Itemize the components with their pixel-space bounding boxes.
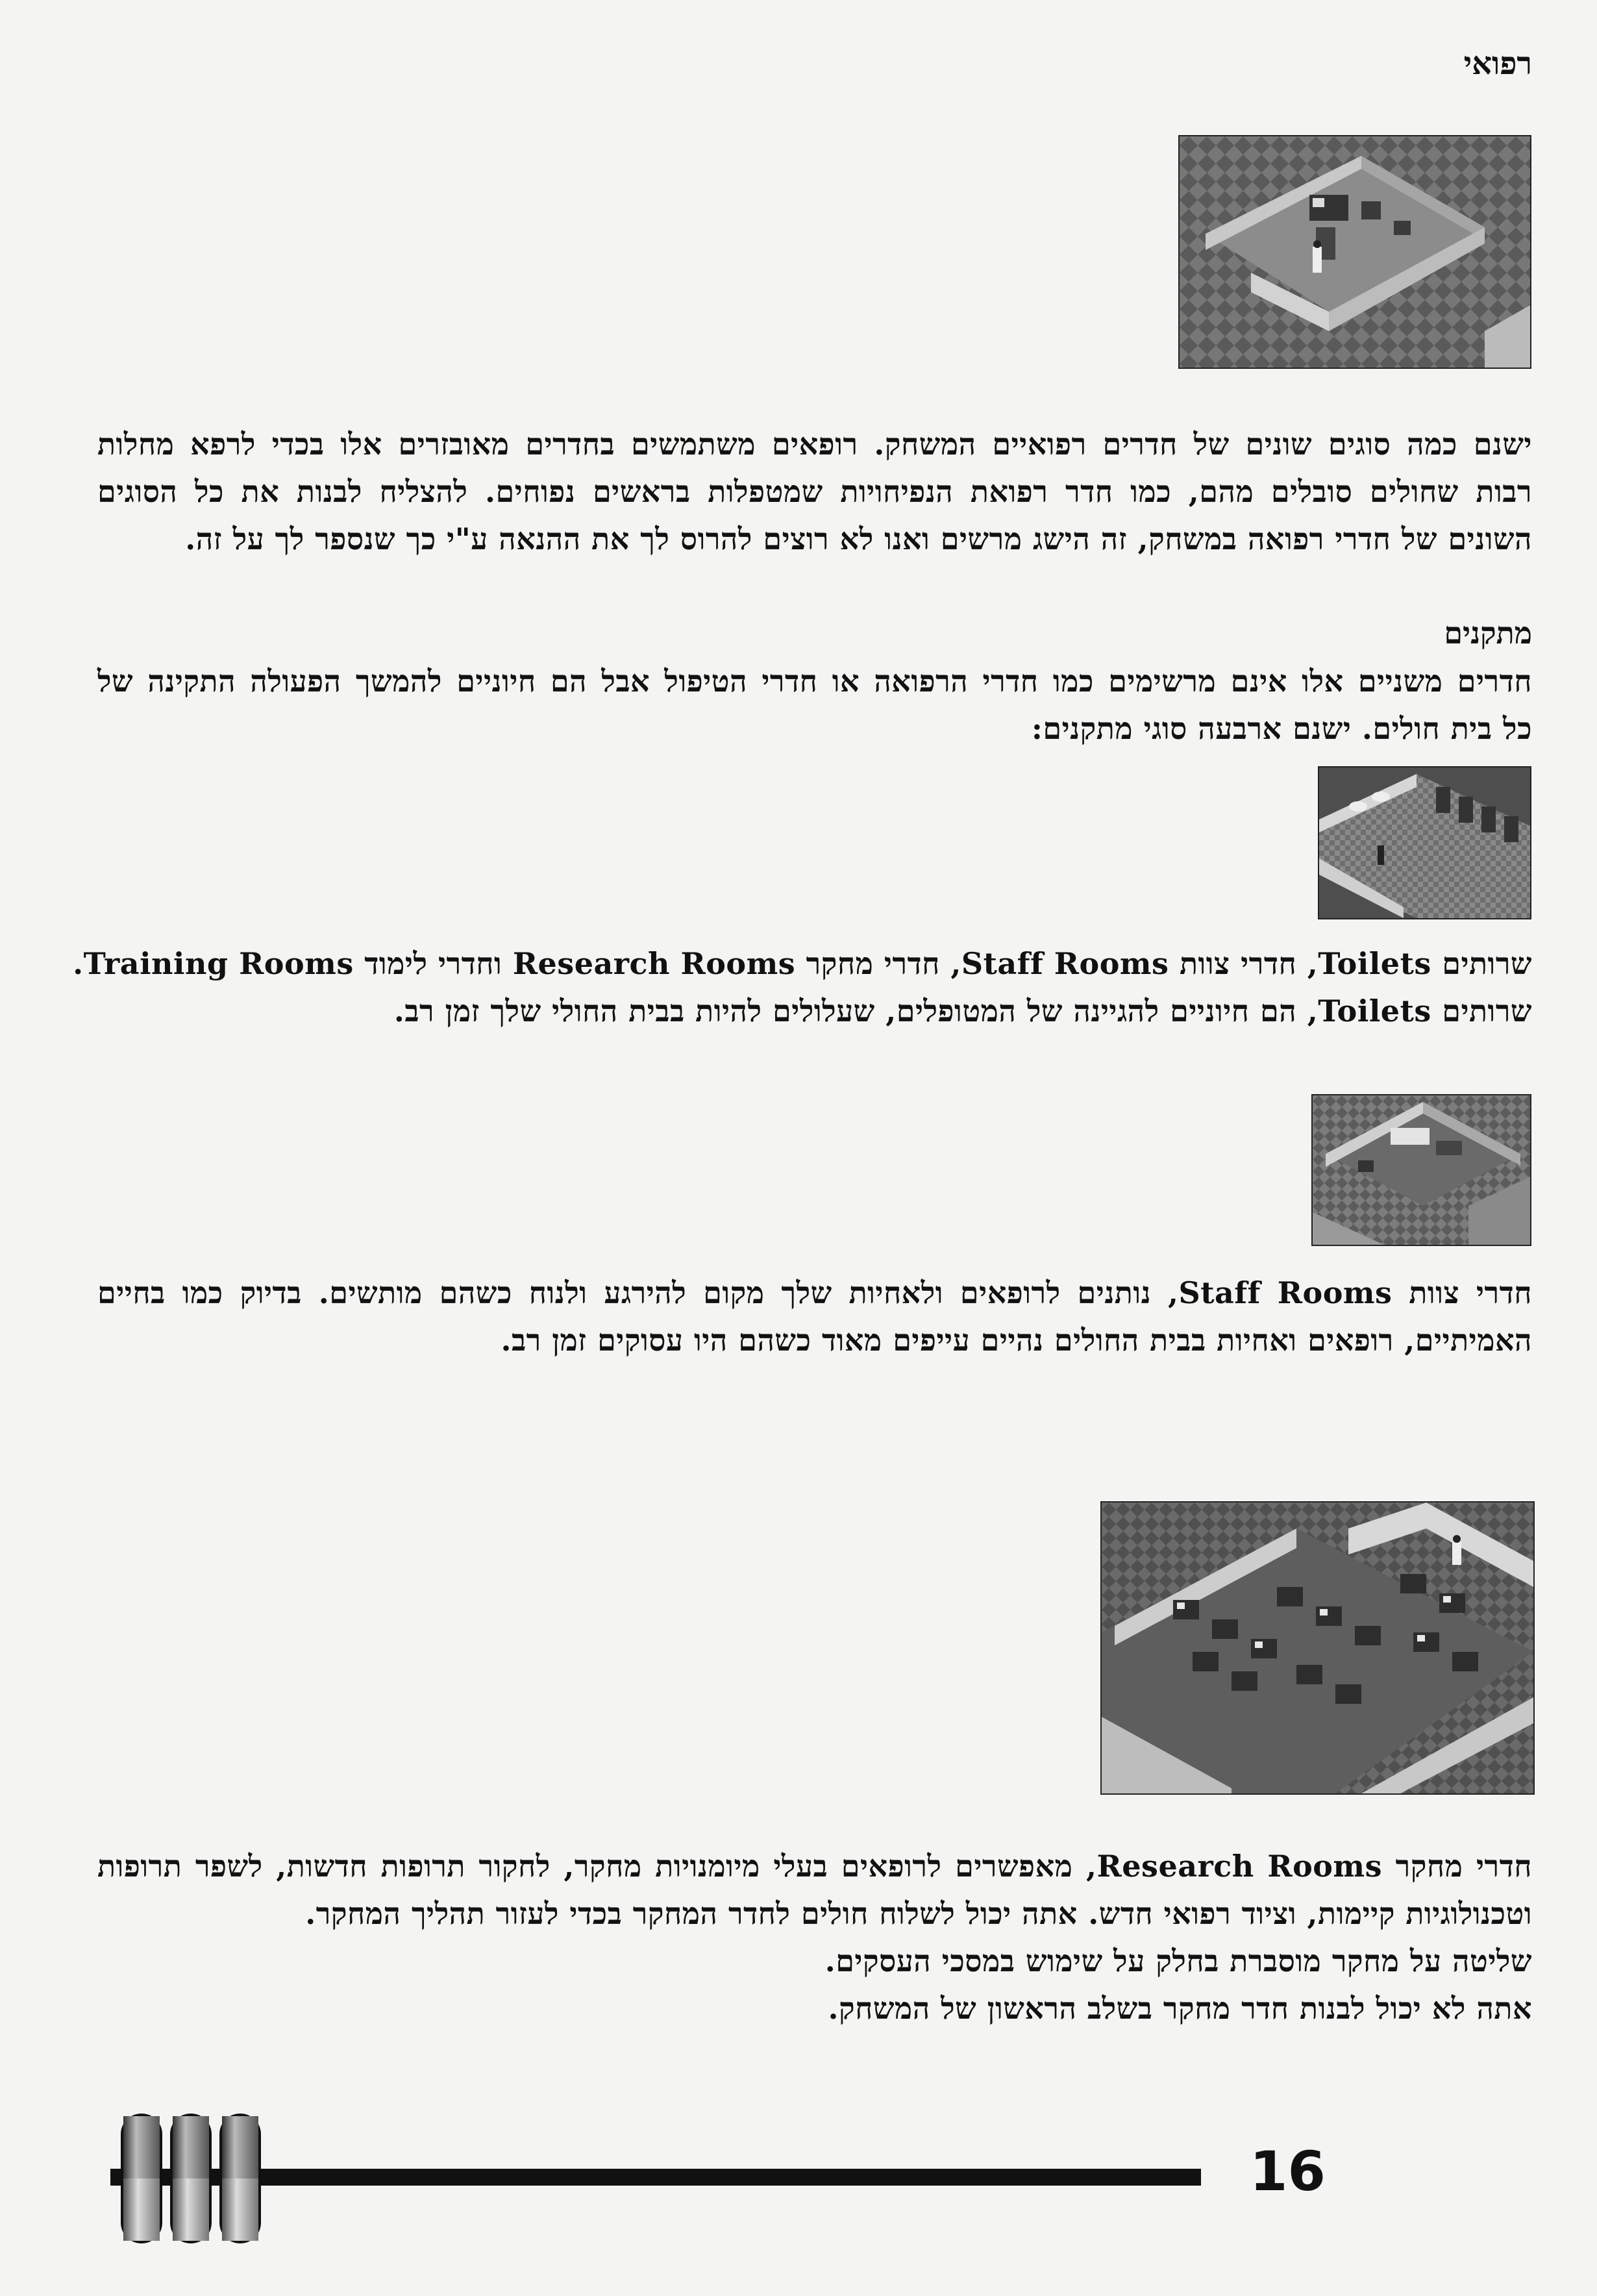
pill-capsule-icon: [121, 2114, 162, 2243]
text-line: שרותים Toilets, הם חיוניים להגיינה של המטופלים, שעלולים להיות בבית החולי שלך זמן רב.: [393, 993, 1532, 1029]
medical-rooms-paragraph: [97, 421, 1532, 563]
text-line: האמיתיים, רופאים ואחיות בבית החולים נהיים עייפים מאוד כשהם היו עסוקים זמן רב.: [501, 1323, 1532, 1358]
pill-capsule-icon: [170, 2114, 212, 2243]
staff-room-screenshot: [1311, 1094, 1531, 1246]
text-line: שליטה על מחקר מוסברת בחלק על שימוש במסכי העסקים.: [824, 1943, 1532, 1978]
text-line: רבות שחולים סובלים מהם, כמו חדר רפואת הנפיחויות שמטפלות בראשים נפוחים. להצליח לבנות את כל הסוגים: [97, 474, 1532, 509]
staff-rooms-paragraph: [97, 1269, 1532, 1364]
text-line: אתה לא יכול לבנות חדר מחקר בשלב הראשון של המשחק.: [828, 1991, 1532, 2026]
text-line: השונים של חדרי רפואה במשחק, זה הישג מרשים ואנו לא רוצים להרוס לך את ההנאה ע"י כך שנספר לך על זה.: [185, 521, 1532, 556]
research-room-screenshot: [1100, 1501, 1535, 1795]
facilities-paragraph: [97, 658, 1532, 753]
pill-capsule-icon: [219, 2114, 261, 2243]
footer-rule: [110, 2169, 1201, 2186]
section-header: רפואי: [1463, 45, 1532, 82]
medical-room-screenshot: [1178, 135, 1531, 369]
text-line: חדרים משניים אלו אינם מרשימים כמו חדרי הרפואה או חדרי הטיפול אבל הם חיוניים להמשך הפעולה התקינה של: [97, 664, 1532, 699]
text-line: שרותים Toilets, חדרי צוות Staff Rooms, חדרי מחקר Research Rooms וחדרי לימוד Training Rooms.: [73, 946, 1532, 981]
toilets-paragraph: [73, 940, 1532, 1035]
toilets-screenshot: [1318, 766, 1531, 919]
facilities-heading: מתקנים: [1444, 616, 1532, 651]
research-rooms-paragraph: [97, 1843, 1532, 2032]
text-line: ישנם כמה סוגים שונים של חדרים רפואיים המשחק. רופאים משתמשים בחדרים מאובזרים אלו בכדי לרפא מחלות: [97, 427, 1532, 462]
text-line: וטכנולוגיות קיימות, וציוד רפואי חדש. אתה יכול לשלוח חולים לחדר המחקר בכדי לעזור תהליך המחקר.: [305, 1896, 1532, 1931]
text-line: חדרי מחקר Research Rooms, מאפשרים לרופאים בעלי מיומנויות מחקר, לחקור תרופות חדשות, לשפר תרופות: [97, 1849, 1532, 1884]
page-number: 16: [1250, 2140, 1326, 2203]
text-line: חדרי צוות Staff Rooms, נותנים לרופאים ולאחיות שלך מקום להירגע ולנוח כשהם מותשים. בדיוק כמו בחיים: [97, 1275, 1532, 1310]
text-line: כל בית חולים. ישנם ארבעה סוגי מתקנים:: [1031, 711, 1532, 746]
